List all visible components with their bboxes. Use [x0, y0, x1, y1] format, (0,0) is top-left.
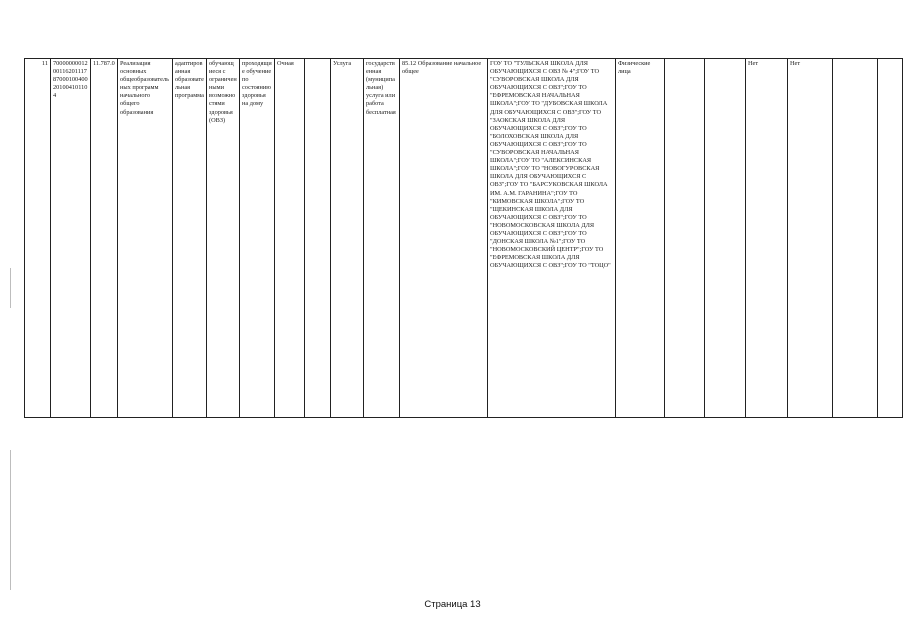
category-cell: обучающиеся с ограниченными возможностями здоровья (ОВЗ): [207, 59, 240, 418]
type-cell: Услуга: [331, 59, 364, 418]
consumers-cell: Физические лица: [616, 59, 665, 418]
scan-edge-mark-top: [10, 268, 11, 308]
form-cell: Очная: [275, 59, 305, 418]
service-name-cell: Реализация основных общеобразовательных программ начального общего образования: [118, 59, 173, 418]
flag-b-cell: Нет: [788, 59, 833, 418]
providers-cell: ГОУ ТО "ТУЛЬСКАЯ ШКОЛА ДЛЯ ОБУЧАЮЩИХСЯ С ОВЗ № 4";ГОУ ТО "СУВОРОВСКАЯ ШКОЛА ДЛЯ ОБУЧАЮЩИХСЯ С ОВЗ";ГОУ ТО "ЕФРЕМОВСКАЯ НАЧАЛЬНАЯ ШКОЛА";ГОУ ТО "ДУБОВСКАЯ ШКОЛА ДЛЯ ОБУЧАЮЩИХСЯ С ОВЗ";ГОУ ТО "ЗАОКСКАЯ ШКОЛА ДЛЯ ОБУЧАЮЩИХСЯ С ОВЗ";ГОУ ТО "БОЛОХОВСКАЯ ШКОЛА ДЛЯ ОБУЧАЮЩИХСЯ С ОВЗ";ГОУ ТО "СУВОРОВСКАЯ НАЧАЛЬНАЯ ШКОЛА";ГОУ ТО "АЛЕКСИНСКАЯ ШКОЛА";ГОУ ТО "НОВОГУРОВСКАЯ ШКОЛА ДЛЯ ОБУЧАЮЩИХСЯ С ОВЗ";ГОУ ТО "БАРСУКОВСКАЯ ШКОЛА ИМ. А.М. ГАРАНИНА";ГОУ ТО "КИМОВСКАЯ ШКОЛА";ГОУ ТО "ЩЕКИНСКАЯ ШКОЛА ДЛЯ ОБУЧАЮЩИХСЯ С ОВЗ";ГОУ ТО "НОВОМОСКОВСКАЯ ШКОЛА ДЛЯ ОБУЧАЮЩИХСЯ С ОВЗ";ГОУ ТО "ДОНСКАЯ ШКОЛА №1";ГОУ ТО "НОВОМОСКОВСКИЙ ЦЕНТР";ГОУ ТО "ЕФРЕМОВСКАЯ ШКОЛА ДЛЯ ОБУЧАЮЩИХСЯ С ОВЗ";ГОУ ТО "ТОЦО": [488, 59, 616, 418]
program-cell: адаптированная образовательная программа: [173, 59, 207, 418]
service-code-cell: 11.787.0: [91, 59, 118, 418]
registry-table: [24, 58, 903, 418]
condition-cell: проходящие обучение по состоянию здоровья на дому: [240, 59, 275, 418]
paid-cell: государственная (муниципальная) услуга или работа бесплатная: [364, 59, 400, 418]
empty-cell: [878, 59, 903, 418]
table-row: [25, 59, 903, 418]
empty-cell: [305, 59, 331, 418]
row-number: 11: [25, 59, 51, 418]
okved-cell: 85.12 Образование начальное общее: [400, 59, 488, 418]
empty-cell: [833, 59, 878, 418]
empty-cell: [705, 59, 746, 418]
flag-a-cell: Нет: [746, 59, 788, 418]
scan-edge-mark-bottom: [10, 450, 11, 590]
page-number: Страница 13: [424, 599, 481, 610]
empty-cell: [665, 59, 705, 418]
registry-code-cell: 700000000120011620111787000100400201004101104: [51, 59, 91, 418]
